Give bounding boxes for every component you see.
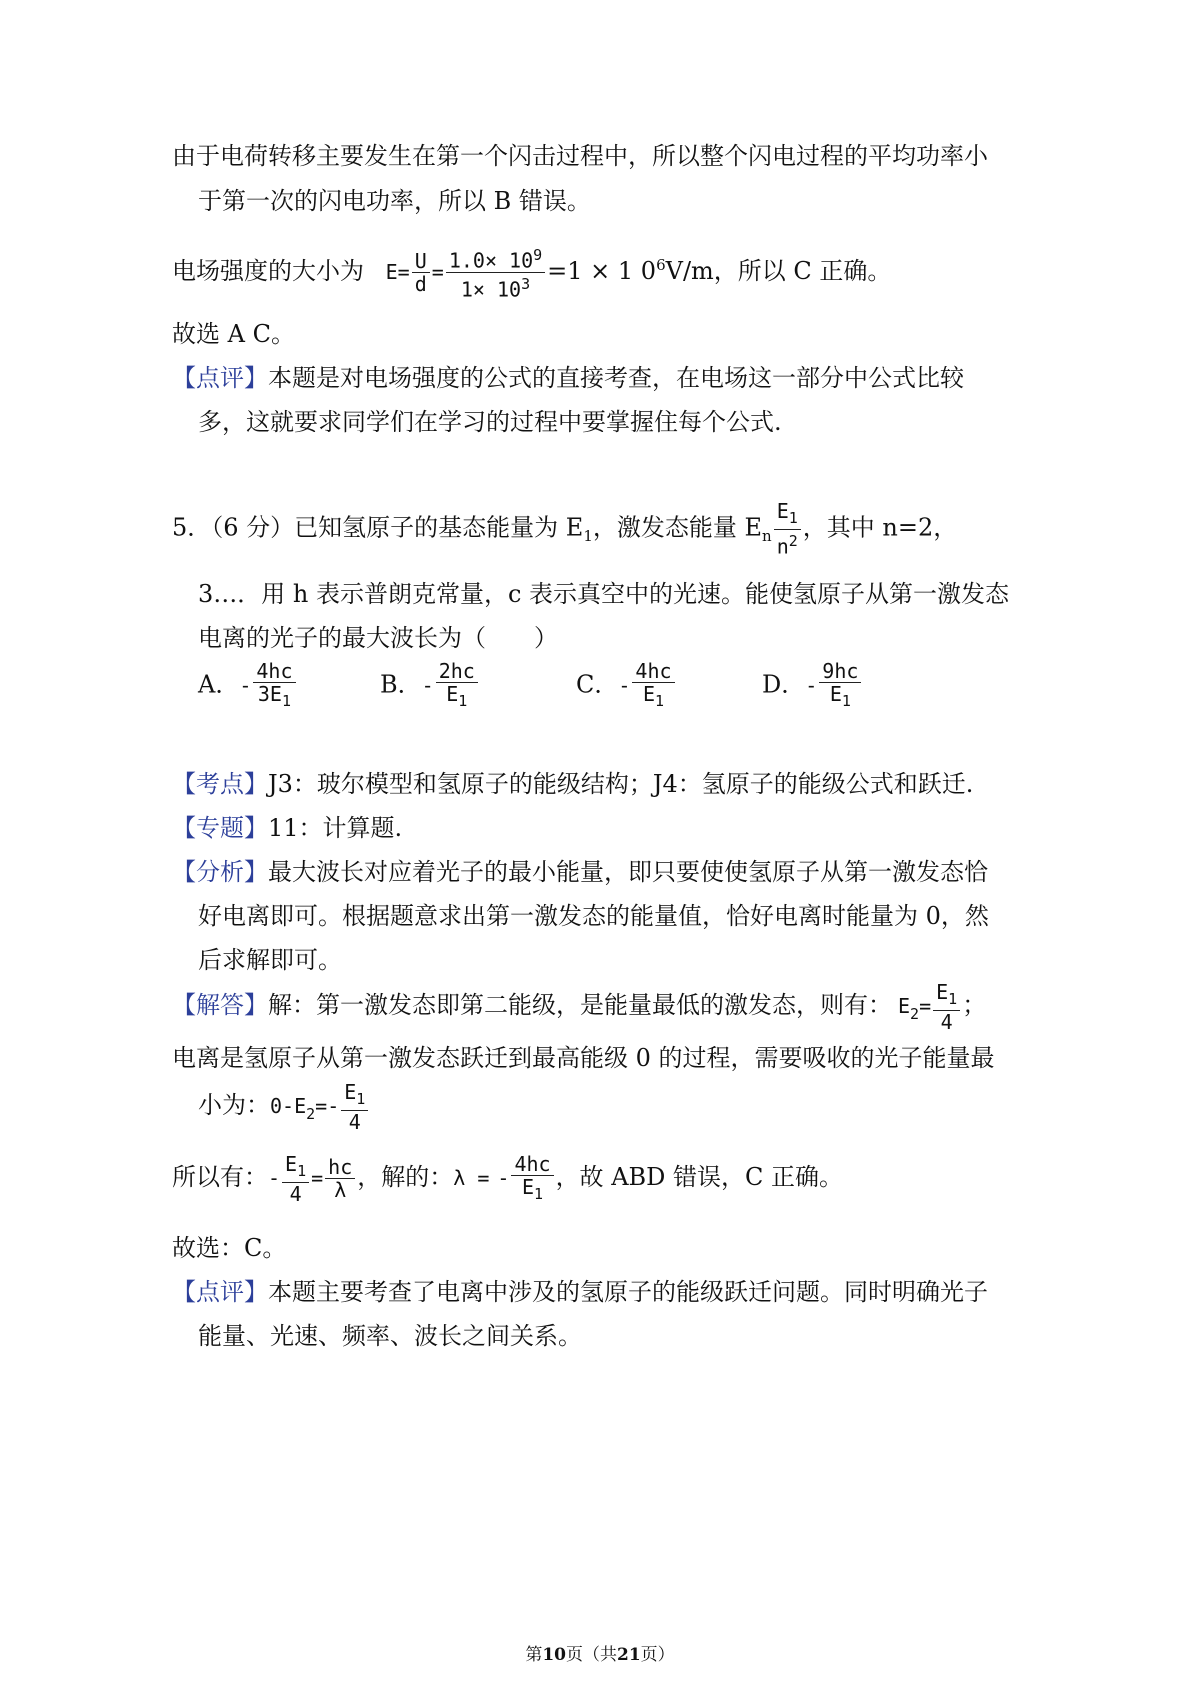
formula-lhs: E= [385, 260, 410, 284]
text-line: 由于电荷转移主要发生在第一个闪击过程中，所以整个闪电过程的平均功率小 [172, 142, 988, 170]
jieda-tag: 【解答】 [172, 991, 268, 1019]
field-suffix: V/m，所以 C 正确。 [665, 257, 892, 285]
option-d[interactable]: D．- $\frac{9hc}{E_1}$ [762, 660, 863, 712]
text-line: 后求解即可。 [198, 946, 342, 974]
option-a[interactable]: A．- $\frac{4hc}{3E_1}$ [198, 660, 298, 712]
text-line: 能量、光速、频率、波长之间关系。 [198, 1322, 582, 1350]
text-line: 于第一次的闪电功率，所以 B 错误。 [198, 187, 591, 215]
fraction: $\frac{U}{d}$ [412, 250, 430, 295]
comment-tag: 【点评】 [172, 1278, 268, 1306]
jieda-line: 【解答】解：第一激发态即第二能级，是能量最低的激发态，则有： $E_2=$ $\frac{E_1}{4}$ ； [172, 979, 987, 1034]
field-prefix: 电场强度的大小为 [172, 257, 364, 285]
fraction: $\frac{1.0\times 10^9}{1\times 10^3}$ [446, 244, 545, 300]
kaodian-line: 【考点】J3：玻尔模型和氢原子的能级结构；J4：氢原子的能级公式和跃迁. [172, 770, 974, 798]
choice-line: 故选：C。 [172, 1234, 287, 1262]
kaodian-tag: 【考点】 [172, 770, 268, 798]
question-5-line: 5．（6 分）已知氢原子的基态能量为 $E_1$，激发态能量 $E_n$ $\frac{E_1}{n^2}$ ，其中 n=2， [172, 499, 958, 559]
so-line: 所以有：- $\frac{E_1}{4}$ = $\frac{hc}{\lambda}$ ，解的：λ = - $\frac{4hc}{E_1}$ ，故 ABD 错误，C 正确。 [172, 1151, 844, 1206]
text-line: 好电离即可。根据题意求出第一激发态的能量值，恰好电离时能量为 0，然 [198, 902, 989, 930]
min-energy-line: 小为：$0-E_2=-$ $\frac{E_1}{4}$ [198, 1080, 370, 1139]
option-c[interactable]: C．- $\frac{4hc}{E_1}$ [576, 660, 677, 712]
fenxi-tag: 【分析】 [172, 858, 268, 886]
fraction: $\frac{E_1}{n^2}$ [774, 500, 801, 558]
text-line: 电离的光子的最大波长为（ ） [198, 624, 558, 652]
comment-tag: 【点评】 [172, 364, 268, 392]
formula-result: =1 × 1 0 [547, 257, 657, 285]
text-line: 3…．用 h 表示普朗克常量，c 表示真空中的光速。能使氢原子从第一激发态 [198, 580, 1010, 608]
comment-line: 【点评】本题是对电场强度的公式的直接考查，在电场这一部分中公式比较 [172, 364, 964, 392]
choice-line: 故选 A C。 [172, 320, 295, 348]
text-line: 多，这就要求同学们在学习的过程中要掌握住每个公式. [198, 408, 782, 436]
text-line: 电离是氢原子从第一激发态跃迁到最高能级 0 的过程，需要吸收的光子能量最 [172, 1044, 995, 1072]
option-b[interactable]: B．- $\frac{2hc}{E_1}$ [380, 660, 480, 712]
zhuanti-tag: 【专题】 [172, 814, 268, 842]
comment-line: 【点评】本题主要考查了电离中涉及的氢原子的能级跃迁问题。同时明确光子 [172, 1278, 988, 1306]
zhuanti-line: 【专题】11：计算题. [172, 814, 403, 842]
field-strength-line: 电场强度的大小为 E= $\frac{U}{d}$ = $\frac{1.0\times 10^9}{1\times 10^3}$ =1 × 1 $0^6V/m$，所以 C 正确。 [172, 246, 892, 302]
page-footer: 第10页（共21页） [525, 1645, 675, 1665]
fenxi-line: 【分析】最大波长对应着光子的最小能量，即只要使使氢原子从第一激发态恰 [172, 858, 988, 886]
